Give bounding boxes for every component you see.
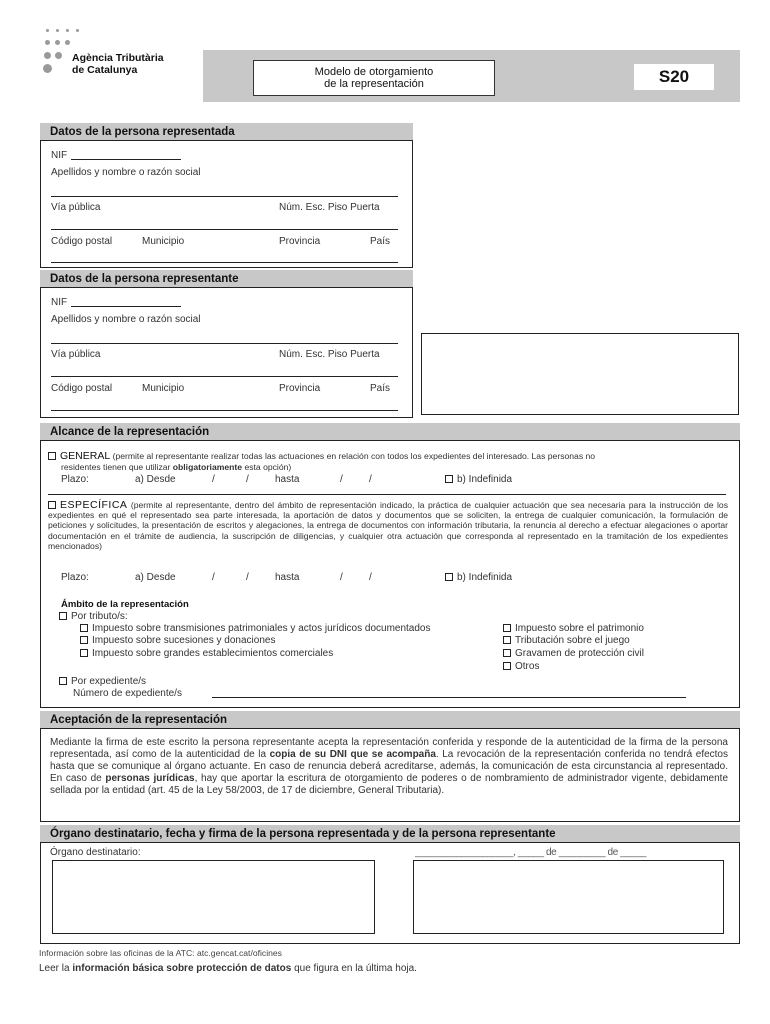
general-indefinite-label: b) Indefinida: [457, 474, 513, 485]
scope-divider: [48, 494, 726, 495]
representative-postal-line: [51, 410, 398, 411]
represented-nif-line: [71, 159, 181, 160]
by-tax-option[interactable]: [59, 611, 128, 622]
representative-municipality-label: Municipio: [142, 383, 185, 394]
representative-num-label: Núm. Esc. Piso Puerta: [279, 349, 380, 360]
file-number-line[interactable]: [212, 697, 686, 698]
privacy-text-b: que figura en la última hoja.: [294, 963, 417, 974]
general-indefinite-option[interactable]: [445, 474, 512, 485]
general-from-label: a) Desde: [135, 474, 176, 485]
acceptance-text-bold2: personas jurídicas: [105, 773, 195, 784]
tax-gambling-label: Tributación sobre el juego: [515, 635, 630, 646]
acceptance-text-c: , hay que aportar la escritura de otorgamiento de poderes o de nombramiento de administrador vigente, debidamente sellada por la entidad (art. 45 de la Ley 58/2003, de 17 de diciembre, General Tributaria).: [50, 773, 729, 796]
representative-name-label: Apellidos y nombre o razón social: [51, 314, 201, 325]
tax-civil-protection-checkbox[interactable]: [503, 649, 511, 657]
general-until-label: hasta: [275, 474, 300, 485]
general-slash-4: /: [369, 474, 372, 485]
represented-postal-label: Código postal: [51, 236, 113, 247]
tax-gambling-checkbox[interactable]: [503, 636, 511, 644]
representative-street-label: Vía pública: [51, 349, 101, 360]
general-slash-1: /: [212, 474, 215, 485]
specific-indefinite-label: b) Indefinida: [457, 572, 513, 583]
general-option[interactable]: [48, 450, 595, 462]
tax-civil-protection-option[interactable]: [503, 648, 644, 659]
ambit-title: Ámbito de la representación: [61, 599, 189, 610]
represented-street-label: Vía pública: [51, 202, 101, 213]
represented-num-label: Núm. Esc. Piso Puerta: [279, 202, 380, 213]
registry-stamp-box: [421, 333, 739, 415]
general-term-label: Plazo:: [61, 474, 89, 485]
form-title-box: [253, 60, 495, 96]
general-slash-2: /: [246, 474, 249, 485]
tax-igec-checkbox[interactable]: [80, 649, 88, 657]
tax-igec-option[interactable]: [80, 648, 333, 659]
specific-from-label: a) Desde: [135, 572, 176, 583]
tax-gambling-option[interactable]: [503, 635, 630, 646]
acceptance-section-title: Aceptación de la representación: [40, 711, 740, 728]
tax-isd-option[interactable]: [80, 635, 275, 646]
tax-itp-checkbox[interactable]: [80, 624, 88, 632]
general-text-b: residentes tienen que utilizar: [61, 462, 171, 472]
form-code-box: S20: [634, 64, 714, 90]
represented-name-label: Apellidos y nombre o razón social: [51, 167, 201, 178]
general-checkbox[interactable]: [48, 452, 56, 460]
represented-section-title: Datos de la persona representada: [40, 123, 413, 140]
representative-postal-label: Código postal: [51, 383, 113, 394]
specific-indefinite-option[interactable]: [445, 572, 512, 583]
specific-until-label: hasta: [275, 572, 300, 583]
by-tax-label: Por tributo/s:: [71, 611, 128, 622]
agency-name-line1: Agència Tributària: [72, 52, 164, 64]
privacy-text-bold[interactable]: información básica sobre protección de datos: [72, 963, 292, 974]
specific-title: ESPECÍFICA: [60, 499, 128, 511]
specific-slash-1: /: [212, 572, 215, 583]
file-number-label: Número de expediente/s: [73, 688, 182, 699]
privacy-text-a: Leer la: [39, 963, 70, 974]
tax-other-checkbox[interactable]: [503, 662, 511, 670]
signature-section-title: Órgano destinatario, fecha y firma de la persona representada y de la persona representante: [40, 825, 740, 842]
specific-slash-4: /: [369, 572, 372, 583]
representative-street-line: [51, 376, 398, 377]
tax-igec-label: Impuesto sobre grandes establecimientos comerciales: [92, 648, 334, 659]
representative-name-line: [51, 343, 398, 344]
general-text-a: (permite al representante realizar todas las actuaciones en relación con todos los expedientes del interesado. Las personas no: [112, 451, 596, 461]
privacy-notice: [39, 963, 417, 974]
tax-patrimony-label: Impuesto sobre el patrimonio: [515, 623, 644, 634]
represented-country-label: País: [370, 236, 391, 247]
acceptance-text-a: Mediante la firma de este escrito la persona representante acepta la representación conferida y responde de la autenticidad de la firma de la persona representada, así como de la autenticidad de la: [50, 737, 728, 760]
specific-text: (permite al representante, dentro del ámbito de representación indicado, la práctica de cualquier actuación que sea necesaria para la instrucción de los expedientes en qué el representado sea parte interesada, la aportación de datos y documentos que se soliciten, la entrega de cualquier comunicación, la formulación de peticiones y solicitudes, la presentación de escritos y alegaciones, la entrega de documentos con información tributaria, la renuncia al derecho a efectuar alegaciones o aportar documentación en el trámite de audiencia, la suscripción de diligencias, y cualquier otra actuación que corresponda al representado en la tramitación de los expedientes mencionados): [48, 500, 728, 551]
tax-itp-label: Impuesto sobre transmisiones patrimoniales y actos jurídicos documentados: [92, 623, 431, 634]
form-title-line2: de la representación: [324, 78, 424, 90]
tax-patrimony-checkbox[interactable]: [503, 624, 511, 632]
general-text-line2: [61, 462, 291, 472]
specific-term-label: Plazo:: [61, 572, 89, 583]
representative-section-title: Datos de la persona representante: [40, 270, 413, 287]
tax-patrimony-option[interactable]: [503, 623, 644, 634]
form-title-line1: Modelo de otorgamiento: [314, 66, 434, 78]
represented-municipality-label: Municipio: [142, 236, 185, 247]
representative-province-label: Provincia: [279, 383, 321, 394]
represented-name-line: [51, 196, 398, 197]
scope-section-title: Alcance de la representación: [40, 423, 740, 440]
specific-indefinite-checkbox[interactable]: [445, 573, 453, 581]
offices-info: Información sobre las oficinas de la ATC: atc.gencat.cat/oficines: [39, 948, 282, 958]
representative-signature-box[interactable]: [413, 860, 724, 934]
representative-country-label: País: [370, 383, 391, 394]
date-line[interactable]: ___________________, _____ de _________ de _____: [415, 847, 647, 858]
acceptance-text-bold1: copia de su DNI que se acompaña: [269, 749, 436, 760]
representative-nif-line: [71, 306, 181, 307]
agency-name-line2: de Catalunya: [72, 64, 138, 76]
tax-other-label: Otros: [515, 661, 540, 672]
organ-label: Órgano destinatario:: [50, 847, 141, 858]
by-tax-checkbox[interactable]: [59, 612, 67, 620]
represented-nif-label: NIF: [51, 150, 68, 161]
by-file-option[interactable]: [59, 676, 146, 687]
general-title: GENERAL: [60, 450, 111, 462]
by-file-label: Por expediente/s: [71, 676, 147, 687]
tax-isd-label: Impuesto sobre sucesiones y donaciones: [92, 635, 276, 646]
representative-nif-label: NIF: [51, 297, 68, 308]
specific-slash-2: /: [246, 572, 249, 583]
by-file-checkbox[interactable]: [59, 677, 67, 685]
tax-civil-protection-label: Gravamen de protección civil: [515, 648, 644, 659]
tax-isd-checkbox[interactable]: [80, 636, 88, 644]
general-text-bold: obligatoriamente: [172, 462, 243, 472]
represented-province-label: Provincia: [279, 236, 321, 247]
acceptance-text-b: . La revocación de la representación conferida no tendrá efectos hasta que se comunique al órgano actuante. En caso de renuncia deberá acreditarse, además, la comunicación de esta circunstancia al representado. En caso de: [50, 749, 728, 784]
specific-option[interactable]: [48, 500, 728, 551]
general-slash-3: /: [340, 474, 343, 485]
general-indefinite-checkbox[interactable]: [445, 475, 453, 483]
represented-postal-line: [51, 262, 398, 263]
general-text-c: esta opción): [244, 462, 292, 472]
specific-checkbox[interactable]: [48, 501, 56, 509]
represented-signature-box[interactable]: [52, 860, 375, 934]
tax-other-option[interactable]: [503, 661, 539, 672]
tax-itp-option[interactable]: [80, 623, 431, 634]
represented-street-line: [51, 229, 398, 230]
acceptance-text: [50, 737, 728, 797]
specific-slash-3: /: [340, 572, 343, 583]
